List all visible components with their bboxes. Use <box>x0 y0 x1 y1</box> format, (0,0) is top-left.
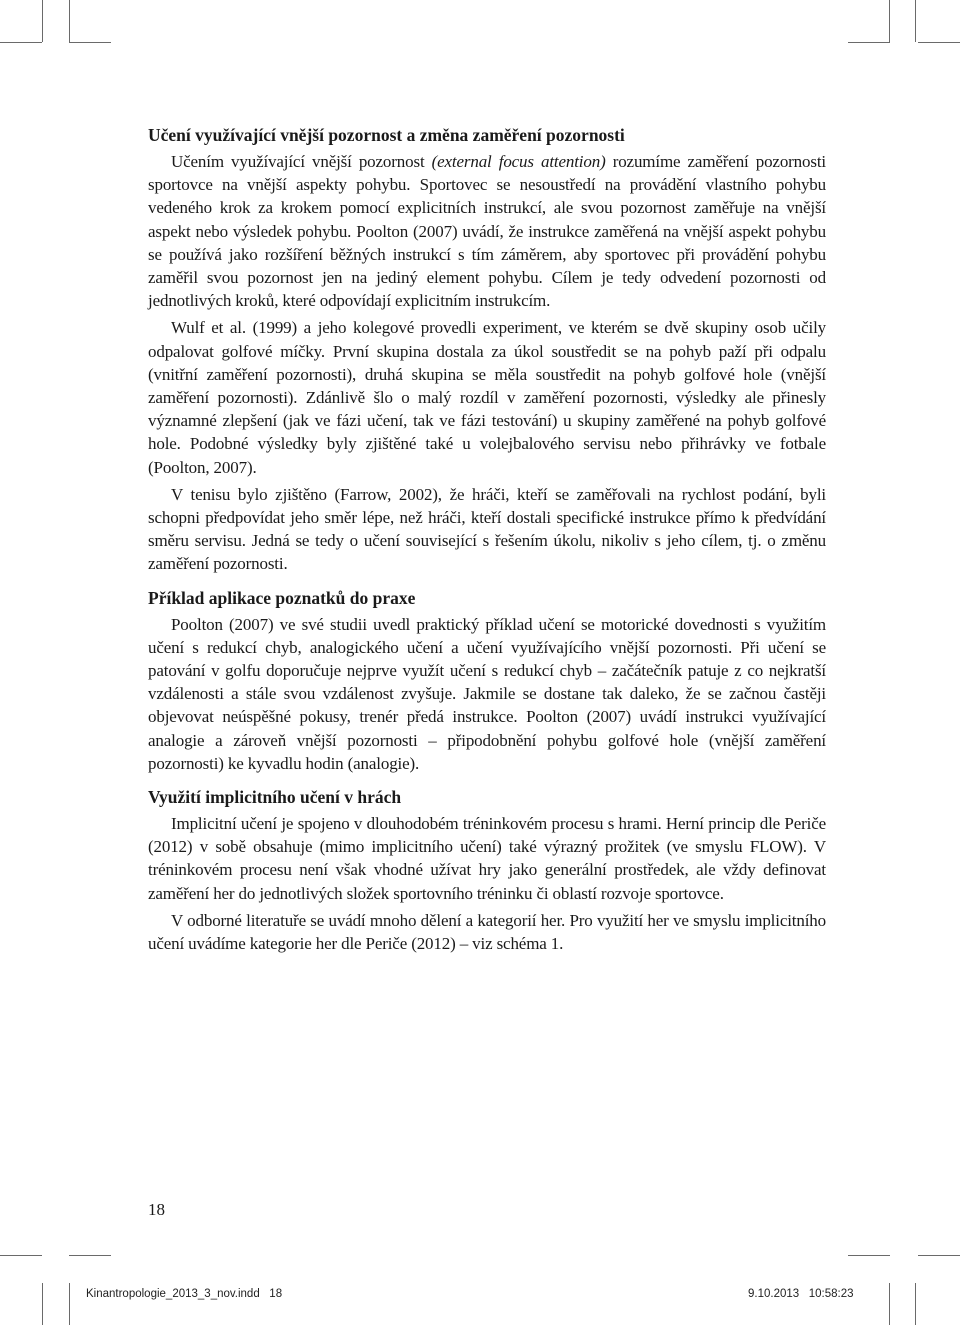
crop-mark <box>918 1255 960 1256</box>
paragraph: V tenisu bylo zjištěno (Farrow, 2002), že hráči, kteří se zaměřovali na rychlost podání, byli schopni předpovídat jeho směr lépe, než hráči, kteří dostali specifické instrukce přímo k předvídání směru servisu. Jedná se tedy o učení související s řešením úkolu, nikoliv s jeho cílem, tj. o změnu zaměření pozornosti. <box>148 484 826 574</box>
paragraph-text: rozumíme zaměření pozornosti sportovce na vnější aspekty pohybu. Sportovec se nesoustředí na provádění vlastního pohybu vedeného krok za krokem pomocí explicitních instrukcí, ale svou pozornost zaměřuje na vnější aspekt nebo výsledek pohybu. Poolton (2007) uvádí, že instrukce zaměřená na vnější aspekt pohybu se používá jako rozšíření běžných instrukcí s tím záměrem, aby sportovec při provádění pohybu zaměřil svou pozornost jen na jediný element pohybu. Cílem je tedy odvedení pozornosti od jednotlivých kroků, které odpovídají explicitním instrukcím. <box>148 152 826 311</box>
page-number: 18 <box>148 1200 165 1219</box>
print-slug-file: Kinantropologie_2013_3_nov.indd 18 <box>86 1288 283 1300</box>
crop-mark <box>69 1255 111 1256</box>
crop-mark <box>915 1283 916 1325</box>
page-content <box>148 124 826 959</box>
crop-mark <box>0 1255 42 1256</box>
crop-mark <box>0 42 42 43</box>
crop-mark <box>889 0 890 42</box>
paragraph <box>148 150 826 312</box>
crop-mark <box>69 42 111 43</box>
crop-mark <box>889 1283 890 1325</box>
crop-mark <box>69 0 70 42</box>
paragraph: Implicitní učení je spojeno v dlouhodobém tréninkovém procesu s hrami. Herní princip dle Periče (2012) v sobě obsahuje (mimo implicitního učení) také výrazný prožitek (ve smyslu FLOW). V tréninkovém procesu není však vhodné užívat hry jako generální prostředek, ale vždy definovat zaměření her do jednotlivých složek sportovního tréninku či oblastí rozvoje sportovce. <box>148 814 826 903</box>
print-slug-date: 9.10.2013 10:58:23 <box>748 1288 854 1300</box>
crop-mark <box>42 0 43 42</box>
crop-mark <box>848 42 890 43</box>
crop-mark <box>918 42 960 43</box>
paragraph-text: Učením využívající vnější pozornost <box>171 152 432 171</box>
term-italic: (external focus attention) <box>431 152 606 171</box>
section-heading-practice: Příklad aplikace poznatků do praxe <box>148 587 416 608</box>
paragraph: V odborné literatuře se uvádí mnoho dělení a kategorií her. Pro využití her ve smyslu implicitního učení uvádíme kategorie her dle Periče (2012) – viz schéma 1. <box>148 910 826 954</box>
paragraph: Wulf et al. (1999) a jeho kolegové provedli experiment, ve kterém se dvě skupiny osob učily odpalovat golfové míčky. První skupina dostala za úkol soustředit se na pohyb paží při odpalu (vnitřní zaměření pozornosti), druhá skupina se měla soustředit na pohyb golfové hole (vnější zaměření pozornosti). Zdánlivě šlo o malý rozdíl v zaměření pozornosti, výsledky ale přinesly významné zlepšení (jak ve fázi učení, tak ve fázi testování) u skupiny zaměřené na pohyb golfové hole. Podobné výsledky byly zjištěné také u volejbalového servisu nebo přihrávky ve fotbale (Poolton, 2007). <box>148 318 826 477</box>
section-heading-external-focus: Učení využívající vnější pozornost a změna zaměření pozornosti <box>148 125 625 145</box>
crop-mark <box>69 1283 70 1325</box>
crop-mark <box>915 0 916 42</box>
crop-mark <box>848 1255 890 1256</box>
crop-mark <box>42 1283 43 1325</box>
section-heading-implicit-games: Využití implicitního učení v hrách <box>148 787 402 808</box>
paragraph: Poolton (2007) ve své studii uvedl praktický příklad učení se motorické dovednosti s využitím učení s redukcí chyb, analogického učení a učení využívajícího vnější pozornosti. Při učení se patování v golfu doporučuje nejprve využít učení s redukcí chyb – začátečník patuje z co nejkratší vzdálenosti a stále svou vzdálenost zvyšuje. Jakmile se dostane tak daleko, že se začnou častěji objevovat neúspěšné pokusy, trenér předá instrukce. Poolton (2007) uvádí instrukci využívající analogie a zároveň vnější pozornosti – připodobnění pohybu golfové hole (vnější zaměření pozornosti) ke kyvadlu hodin (analogie). <box>148 614 826 773</box>
